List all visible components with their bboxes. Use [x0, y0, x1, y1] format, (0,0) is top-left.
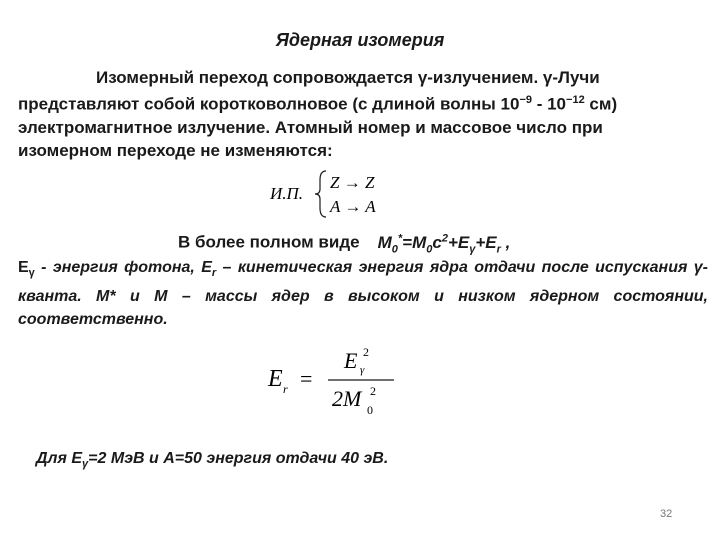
exponent-1: −9	[519, 94, 532, 106]
eq-gamma: γ	[469, 243, 476, 256]
example-gamma: γ	[82, 458, 89, 471]
eq-c: c	[432, 232, 442, 252]
definitions-paragraph	[18, 256, 708, 331]
para-text-2b: - 10	[532, 94, 567, 114]
isomeric-transition-formula	[268, 168, 398, 220]
full-form-intro: В более полном виде	[178, 232, 360, 252]
example-text-b: =2 МэВ и A=50 энергия отдачи 40 эВ.	[88, 450, 389, 467]
full-form-line	[178, 232, 510, 255]
eq-rest1: =M	[402, 232, 427, 252]
recoil-den-sub: 0	[367, 403, 373, 417]
recoil-denominator: 2M	[332, 386, 362, 411]
def-e: E	[18, 259, 29, 276]
recoil-lhs-sub: r	[283, 382, 288, 396]
formula-line-a: A → A	[330, 197, 376, 216]
para-line-4: изомерном переходе не изменяются:	[18, 140, 333, 160]
para-line-3: электромагнитное излучение. Атомный номер и массовое число при	[18, 117, 603, 137]
recoil-lhs: E	[268, 366, 283, 392]
page-title: Ядерная изомерия	[275, 30, 445, 50]
para-text-2c: см)	[584, 94, 618, 114]
formula-label: И.П.	[270, 184, 304, 203]
def-text-1: - энергия фотона, E	[34, 259, 212, 276]
exponent-2: −12	[566, 94, 585, 106]
def-gamma: γ	[28, 267, 35, 280]
eq-m: M	[377, 232, 392, 252]
eq-tail: ,	[500, 232, 511, 252]
eq-plus2: +E	[475, 232, 497, 252]
recoil-numerator: E	[344, 348, 358, 373]
eq-sq: 2	[441, 232, 448, 244]
eq-r: r	[496, 243, 501, 256]
example-text-a: Для E	[36, 450, 83, 467]
mass-energy-equation	[377, 232, 511, 256]
eq-plus1: +E	[447, 232, 470, 252]
def-text-2: – кинетическая энергия ядра отдачи после испускания γ-кванта. M* и M – массы ядер в высоком и низком ядерном состоянии, соответственно.	[18, 259, 709, 329]
page-number: 32	[660, 508, 673, 520]
def-r: r	[211, 267, 217, 280]
para-text-2a: представляют собой коротковолновое (с длиной волны 10	[18, 94, 520, 114]
para-line-2	[18, 89, 708, 116]
intro-paragraph	[18, 66, 708, 162]
example-line	[36, 450, 388, 470]
recoil-equals: =	[300, 366, 313, 391]
eq-star: *	[397, 232, 403, 244]
eq-sub0: 0	[391, 243, 398, 256]
para-line-1	[18, 66, 708, 89]
recoil-den-sup: 2	[370, 384, 376, 398]
formula-line-z: Z → Z	[330, 173, 375, 192]
recoil-energy-formula	[266, 340, 406, 420]
para-text-1: Изомерный переход сопровождается γ-излучением. γ-Лучи	[96, 68, 600, 87]
recoil-num-sup: 2	[363, 345, 369, 359]
curly-brace	[315, 171, 326, 217]
eq-sub0b: 0	[426, 243, 433, 256]
recoil-num-sub: γ	[360, 364, 365, 376]
